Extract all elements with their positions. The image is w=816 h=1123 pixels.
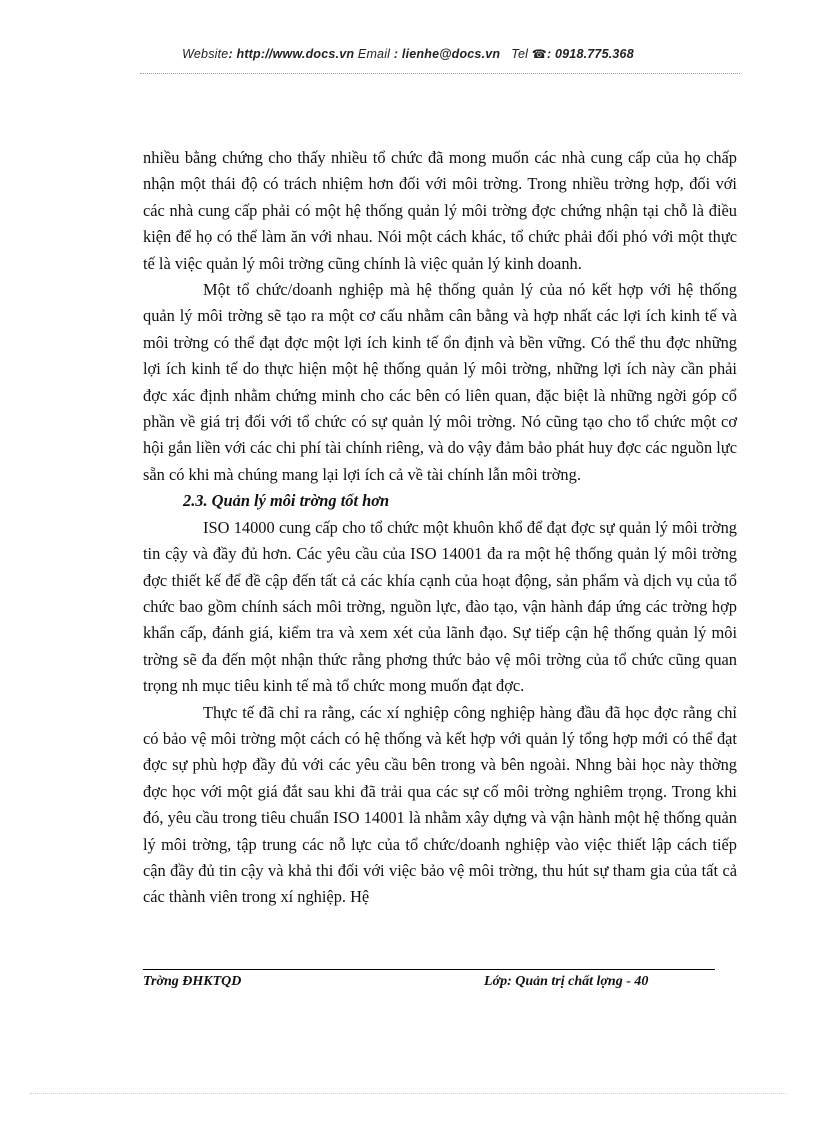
tel-label: Tel (511, 47, 529, 61)
website-label: Website (182, 47, 229, 61)
footer-school: Trờng ĐHKTQD (143, 974, 242, 989)
footer-class-page: Lớp: Quản trị chất lợng - 40 (484, 974, 649, 989)
paragraph-2: Một tổ chức/doanh nghiệp mà hệ thống quản lý của nó kết hợp với hệ thống quản lý môi trờng sẽ tạo ra một cơ cấu nhằm cân bằng và hợp nhất các lợi ích kinh tế và môi trờng có thể đạt đợc một lợi ích kinh tế ổn định và bền vững. Có thể thu đợc những lợi ích kinh tế do thực hiện một hệ thống quản lý môi trờng, những lợi ích này cần phải đợc xác định nhằm chứng minh cho các bên có liên quan, đặc biệt là những ngời góp cổ phần về giá trị đối với tổ chức có sự quản lý môi trờng. Nó cũng tạo cho tổ chức một cơ hội gắn liền với các chi phí tài chính riêng, và do vậy đảm bảo phát huy đợc các nguồn lực sẵn có khi mà chúng mang lại lợi ích cả về tài chính lẫn môi trờng. (143, 280, 737, 484)
paragraph-1: nhiều bằng chứng cho thấy nhiều tổ chức đã mong muốn các nhà cung cấp của họ chấp nhận một thái độ có trách nhiệm hơn đối với môi trờng. Trong nhiều trờng hợp, đối với các nhà cung cấp phải có một hệ thống quản lý môi trờng đợc chứng nhận tại chỗ là điều kiện để họ có thể làm ăn với nhau. Nói một cách khác, tổ chức phải đối phó với một thực tế là việc quản lý môi trờng cũng chính là việc quản lý kinh doanh. (143, 148, 737, 273)
paragraph-4: Thực tế đã chỉ ra rằng, các xí nghiệp công nghiệp hàng đầu đã học đợc rằng chỉ có bảo vệ môi trờng một cách có hệ thống và kết hợp với quản lý tổng hợp mới có thể đạt đợc sự phù hợp đầy đủ với các yêu cầu bên trong và bên ngoài. Nhng bài học này thờng đợc học với một giá đắt sau khi đã trải qua các sự cố môi trờng nghiêm trọng. Trong khi đó, yêu cầu trong tiêu chuẩn ISO 14001 là nhằm xây dựng và vận hành một hệ thống quản lý môi trờng, tập trung các nỗ lực của tổ chức/doanh nghiệp vào việc thiết lập cách tiếp cận đầy đủ tin cậy và khả thi đối với việc bảo vệ môi trờng, thu hút sự tham gia của tất cả các thành viên trong xí nghiệp. Hệ (143, 702, 737, 907)
section-heading: 2.3. Quản lý môi trờng tốt hơn (183, 491, 390, 511)
header-divider (140, 73, 740, 74)
website-link[interactable]: : http://www.docs.vn (228, 47, 355, 61)
page-bottom-divider (30, 1093, 786, 1094)
document-body (143, 145, 737, 911)
tel-number: : 0918.775.368 (546, 47, 634, 61)
paragraph-3: ISO 14000 cung cấp cho tổ chức một khuôn khổ để đạt đợc sự quản lý môi trờng tin cậy và đầy đủ hơn. Các yêu cầu của ISO 14001 đa ra một hệ thống quản lý môi trờng đợc thiết kế để đề cập đến tất cả các khía cạnh của hoạt động, sản phẩm và dịch vụ của tổ chức bao gồm chính sách môi trờng, nguồn lực, đào tạo, vận hành đáp ứng các trờng hợp khẩn cấp, đánh giá, kiểm tra và xem xét của lãnh đạo. Sự tiếp cận hệ thống quản lý môi trờng sẽ đa đến một nhận thức rằng phơng thức bảo vệ môi trờng của tổ chức cũng quan trọng nh mục tiêu kinh tế mà tổ chức mong muốn đạt đợc. (143, 517, 737, 696)
page-header (0, 47, 816, 61)
email-label: Email (357, 47, 391, 61)
email-link[interactable]: : lienhe@docs.vn (393, 47, 501, 61)
telephone-icon: ☎ (531, 47, 547, 61)
footer-divider (143, 969, 715, 970)
